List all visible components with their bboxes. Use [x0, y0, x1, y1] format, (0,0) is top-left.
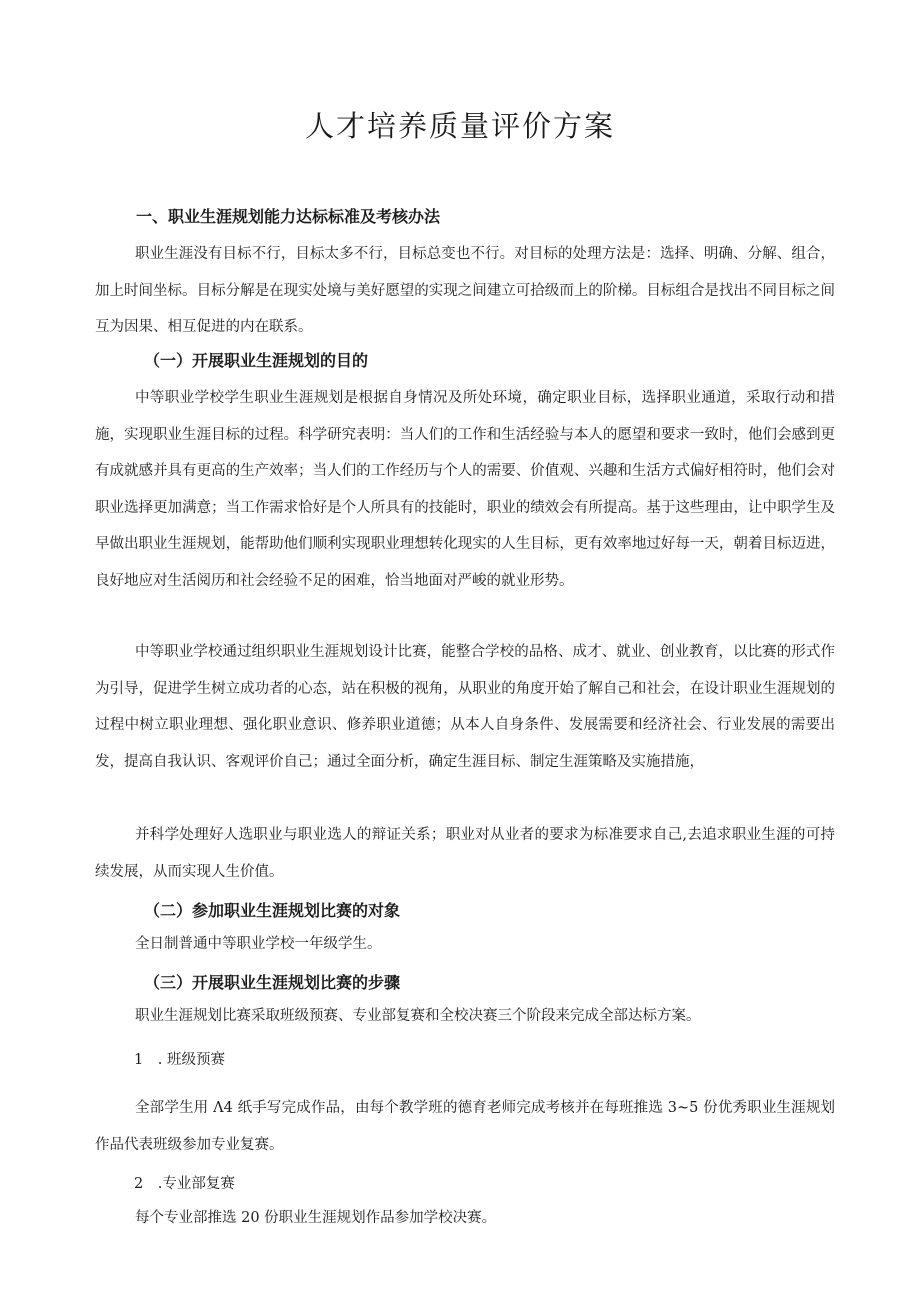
subsection-1-paragraph-3: 并科学处理好人选职业与职业选人的辩证关系；职业对从业者的要求为标准要求自己,去追求职业生涯的可持续发展，从而实现人生价值。: [95, 827, 835, 880]
step-1-label: 1 . 班级预赛: [134, 1052, 225, 1068]
section-1-intro: 职业生涯没有目标不行，目标太多不行，目标总变也不行。对目标的处理方法是：选择、明确、分解、组合，加上时间坐标。目标分解是在现实处境与美好愿望的实现之间建立可拾级而上的阶梯。目标组合是找出不同目标之间互为因果、相互促进的内在联系。: [95, 246, 835, 335]
subsection-1-paragraph-2: 中等职业学校通过组织职业生涯规划设计比赛，能整合学校的品格、成才、就业、创业教育，以比赛的形式作为引导，促进学生树立成功者的心态，站在积极的视角，从职业的角度开始了解自己和社会，在设计职业生涯规划的过程中树立职业理想、强化职业意识、修养职业道德；从本人自身条件、发展需要和经济社会、行业发展的需要出发，提高自我认识、客观评价自己；通过全面分析，确定生涯目标、制定生涯策略及实施措施，: [95, 644, 835, 770]
section-heading-1: 一、职业生涯规划能力达标标准及考核办法: [136, 207, 441, 226]
subsection-3-paragraph: 职业生涯规划比赛采取班级预赛、专业部复赛和全校决赛三个阶段来完成全部达标方案。: [135, 1008, 701, 1024]
step-2-text: 每个专业部推选 20 份职业生涯规划作品参加学校决赛。: [135, 1210, 497, 1226]
subsection-2-paragraph: 全日制普通中等职业学校一年级学生。: [135, 936, 382, 952]
subsection-heading-2: （二）参加职业生涯规划比赛的对象: [144, 901, 401, 920]
subsection-heading-1: （一）开展职业生涯规划的目的: [144, 351, 369, 370]
subsection-heading-3: （三）开展职业生涯规划比赛的步骤: [144, 973, 401, 992]
page-title: 人才培养质量评价方案: [304, 109, 615, 143]
subsection-1-paragraph-1: 中等职业学校学生职业生涯规划是根据自身情况及所处环境，确定职业目标，选择职业通道，采取行动和措施，实现职业生涯目标的过程。科学研究表明：当人们的工作和生活经验与本人的愿望和要求一致时，他们会感到更有成就感并具有更高的生产效率；当人们的工作经历与个人的需要、价值观、兴趣和生活方式偏好相符时，他们会对职业选择更加满意；当工作需求恰好是个人所具有的技能时，职业的绩效会有所提高。基于这些理由，让中职学生及早做出职业生涯规划，能帮助他们顺利实现职业理想转化现实的人生目标，更有效率地过好每一天，朝着目标迈进，良好地应对生活阅历和社会经验不足的困难，恰当地面对严峻的就业形势。: [95, 390, 835, 589]
step-2-label: 2 .专业部复赛: [134, 1176, 235, 1192]
step-1-text: 全部学生用 Λ4 纸手写完成作品，由每个教学班的德育老师完成考核并在每班推选 3~5 份优秀职业生涯规划作品代表班级参加专业复赛。: [95, 1100, 835, 1153]
